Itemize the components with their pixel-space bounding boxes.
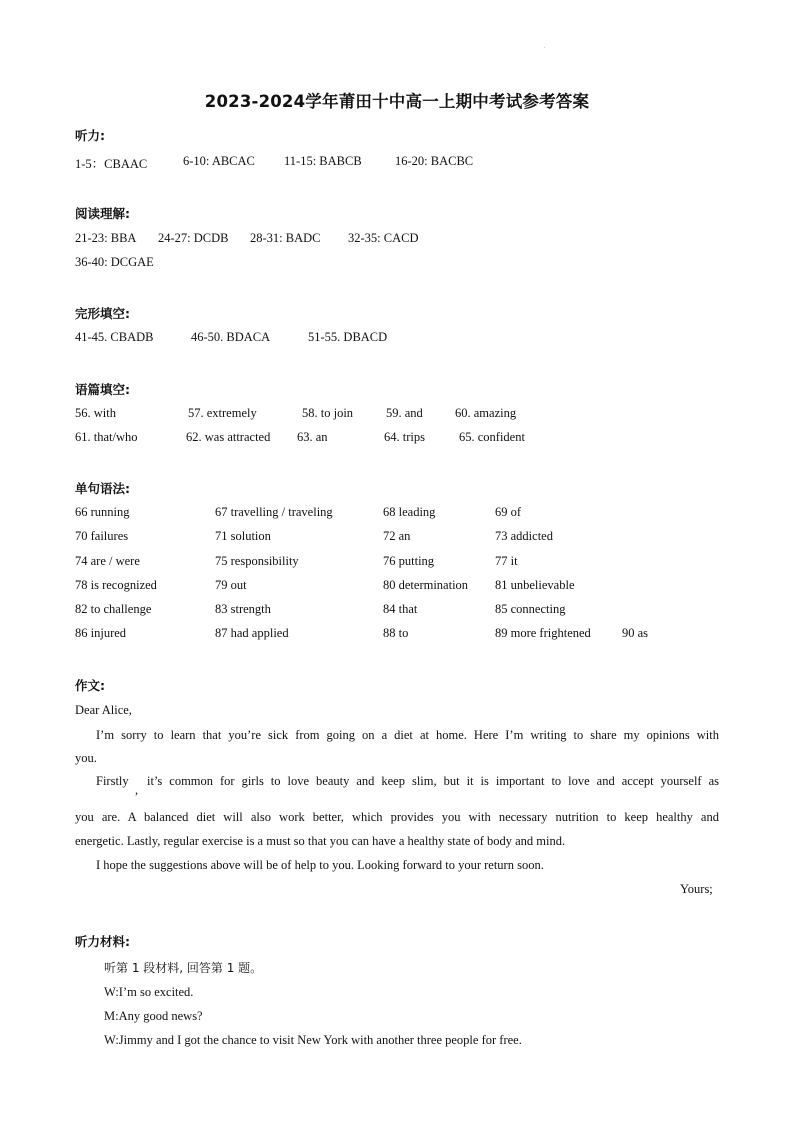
grammar-answer: 66 running xyxy=(75,505,130,519)
answer-group: 28-31: BADC xyxy=(250,231,321,245)
answer-group: 36-40: DCGAE xyxy=(75,255,154,269)
answer-group: 24-27: DCDB xyxy=(158,231,229,245)
grammar-answer: 81 unbelievable xyxy=(495,578,575,592)
answer-group: 32-35: CACD xyxy=(348,231,419,245)
answer-item: 63. an xyxy=(297,430,328,444)
page-title: 2023-2024学年莆田十中高一上期中考试参考答案 xyxy=(204,92,590,111)
essay-line: I hope the suggestions above will be of help to you. Looking forward to your return soon. xyxy=(96,858,544,872)
dialogue-line: W:Jimmy and I got the chance to visit New York with another three people for free. xyxy=(104,1033,522,1047)
dialogue-line: M:Any good news? xyxy=(104,1009,203,1023)
grammar-answer: 77 it xyxy=(495,554,518,568)
essay-line: you are. A balanced diet will also work better, which provides you with necessary nutrition to keep healthy and xyxy=(75,810,719,824)
answer-item: 60. amazing xyxy=(455,406,517,420)
answer-item: 58. to join xyxy=(302,406,354,420)
essay-line: I’m sorry to learn that you’re sick from going on a diet at home. Here I’m writing to share my opinions with xyxy=(96,728,719,742)
grammar-answer: 73 addicted xyxy=(495,529,553,543)
reading-heading: 阅读理解: xyxy=(75,206,130,221)
answer-group: 21-23: BBA xyxy=(75,231,137,245)
writing-heading: 作文: xyxy=(75,678,105,693)
answer-group: 16-20: BACBC xyxy=(395,154,474,168)
essay-line: energetic. Lastly, regular exercise is a must so that you can have a healthy state of body and mind. xyxy=(75,834,566,848)
grammar-answer: 69 of xyxy=(495,505,522,519)
essay-word: Firstly xyxy=(96,774,129,788)
answer-item: 59. and xyxy=(386,406,423,420)
grammar-answer: 72 an xyxy=(383,529,411,543)
essay-line: it’s common for girls to love beauty and keep slim, but it is important to love and accept yourself as xyxy=(147,774,719,788)
essay-comma: , xyxy=(135,783,139,797)
answer-group: 46-50. BDACA xyxy=(191,330,271,344)
grammar-answer: 78 is recognized xyxy=(75,578,157,592)
grammar-answer: 76 putting xyxy=(383,554,435,568)
answer-item: 61. that/who xyxy=(75,430,138,444)
essay-line: you. xyxy=(75,751,97,765)
grammar-answer: 88 to xyxy=(383,626,409,640)
answer-item: 64. trips xyxy=(384,430,425,444)
grammar-answer: 89 more frightened xyxy=(495,626,591,640)
grammar-answer: 79 out xyxy=(215,578,247,592)
answer-group: 11-15: BABCB xyxy=(284,154,362,168)
letter-closing: Yours; xyxy=(680,882,713,896)
stray-dot: . xyxy=(544,44,546,50)
answer-group: 6-10: ABCAC xyxy=(183,154,255,168)
grammar-answer: 86 injured xyxy=(75,626,127,640)
grammar-answer: 87 had applied xyxy=(215,626,289,640)
answer-item: 62. was attracted xyxy=(186,430,271,444)
grammar-answer: 90 as xyxy=(622,626,649,640)
answer-item: 56. with xyxy=(75,406,116,420)
dialogue-line: W:I’m so excited. xyxy=(104,985,194,999)
grammar-answer: 74 are / were xyxy=(75,554,140,568)
answer-item: 57. extremely xyxy=(188,406,257,420)
answer-item: 65. confident xyxy=(459,430,525,444)
listening-material-heading: 听力材料: xyxy=(75,934,130,949)
grammar-answer: 68 leading xyxy=(383,505,436,519)
grammar-answer: 70 failures xyxy=(75,529,129,543)
letter-greeting: Dear Alice, xyxy=(75,703,132,717)
grammar-answer: 80 determination xyxy=(383,578,469,592)
grammar-answer: 85 connecting xyxy=(495,602,566,616)
grammar-answer: 71 solution xyxy=(215,529,271,543)
grammar-answer: 82 to challenge xyxy=(75,602,152,616)
grammar-answer: 75 responsibility xyxy=(215,554,299,568)
passage-fill-heading: 语篇填空: xyxy=(75,382,130,397)
grammar-answer: 83 strength xyxy=(215,602,271,616)
grammar-answer: 67 travelling / traveling xyxy=(215,505,333,519)
answer-group: 41-45. CBADB xyxy=(75,330,154,344)
listening-intro: 听第 1 段材料, 回答第 1 题。 xyxy=(104,961,263,975)
cloze-heading: 完形填空: xyxy=(75,306,130,321)
answer-group: 1-5：CBAAC xyxy=(75,157,148,171)
grammar-answer: 84 that xyxy=(383,602,418,616)
grammar-heading: 单句语法: xyxy=(75,481,130,496)
answer-group: 51-55. DBACD xyxy=(308,330,388,344)
listening-heading: 听力: xyxy=(75,128,105,143)
